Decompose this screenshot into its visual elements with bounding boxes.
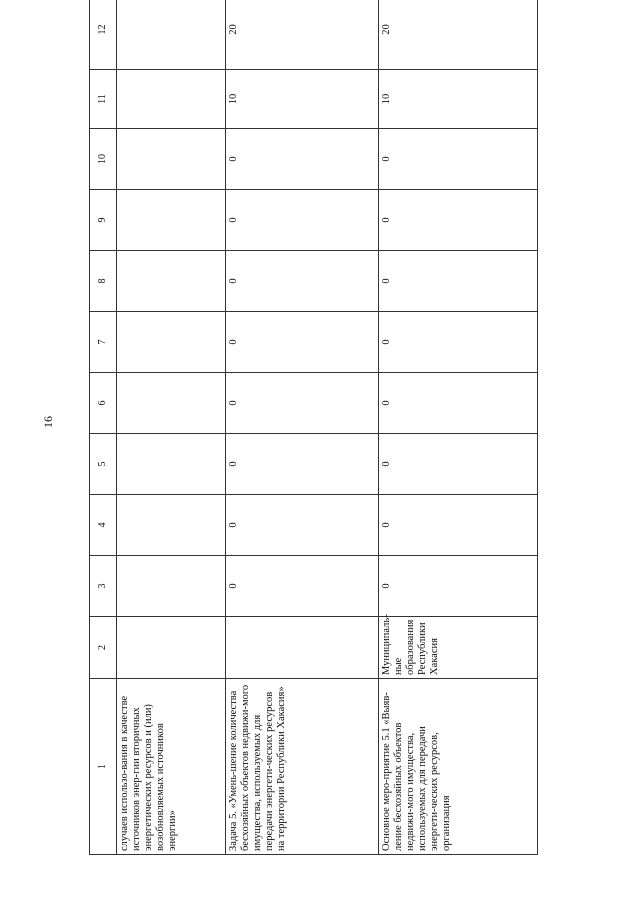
row-executor: [226, 617, 379, 679]
table-cell: 0: [379, 373, 538, 434]
page-number: 16: [41, 416, 55, 428]
table-row: [117, 0, 226, 855]
table-cell: [117, 190, 226, 251]
table-cell: [117, 70, 226, 129]
table-cell: 0: [226, 190, 379, 251]
cell-text: Муниципаль-ные образования Республики Хакасия: [381, 614, 440, 675]
column-header: 12: [90, 0, 117, 70]
table-cell: [117, 251, 226, 312]
table-cell: 20: [226, 0, 379, 70]
header-row: [90, 0, 117, 855]
table-row: [226, 0, 379, 855]
table-cell: 20: [379, 0, 538, 70]
column-header: 4: [90, 495, 117, 556]
table-cell: 0: [226, 434, 379, 495]
column-header: 3: [90, 556, 117, 617]
table-cell: 0: [226, 495, 379, 556]
table-cell: 0: [226, 373, 379, 434]
cell-text: Основное меро-приятие 5.1 «Выяв-ление бесхозяйных объектов недвижи-мого имущества, используемых для передачи энергети-ческих ресурсов, организация: [381, 692, 452, 851]
column-header: 7: [90, 312, 117, 373]
table-cell: [117, 556, 226, 617]
table-cell: [117, 312, 226, 373]
table-row: [379, 0, 538, 855]
column-header: 6: [90, 373, 117, 434]
table-cell: 0: [379, 190, 538, 251]
table-cell: [117, 495, 226, 556]
table-cell: 0: [226, 556, 379, 617]
row-description: [226, 679, 379, 855]
table-container: [89, 24, 529, 855]
column-header: 8: [90, 251, 117, 312]
column-header: 2: [90, 617, 117, 679]
table-cell: 0: [379, 495, 538, 556]
table-cell: 0: [226, 129, 379, 190]
table-cell: 0: [379, 556, 538, 617]
data-table: [89, 0, 538, 855]
table-cell: [117, 434, 226, 495]
cell-text: Задача 5. «Умень-шение количества бесхозяйных объектов недвижи-мого имущества, используемых для передачи энергети-ческих ресурсов на территории Республики Хакасия»: [228, 684, 287, 851]
table-cell: 0: [379, 129, 538, 190]
table-cell: 0: [379, 251, 538, 312]
column-header: 1: [90, 679, 117, 855]
row-description: [379, 679, 538, 855]
row-executor: [379, 614, 538, 679]
row-executor: [117, 617, 226, 679]
column-header: 5: [90, 434, 117, 495]
row-description: [117, 679, 226, 855]
column-header: 9: [90, 190, 117, 251]
table-cell: 10: [226, 70, 379, 129]
table-cell: [117, 129, 226, 190]
table-cell: [117, 0, 226, 70]
table-cell: 0: [379, 312, 538, 373]
table-cell: 0: [226, 251, 379, 312]
table-cell: 0: [379, 434, 538, 495]
table-cell: [117, 373, 226, 434]
table-cell: 0: [226, 312, 379, 373]
column-header: 11: [90, 70, 117, 129]
column-header: 10: [90, 129, 117, 190]
table-cell: 10: [379, 70, 538, 129]
cell-text: случаев использо-вания в качестве источников энер-гии вторичных энергетических ресурсов и (или) возобновляемых источников энергии»: [119, 695, 178, 851]
